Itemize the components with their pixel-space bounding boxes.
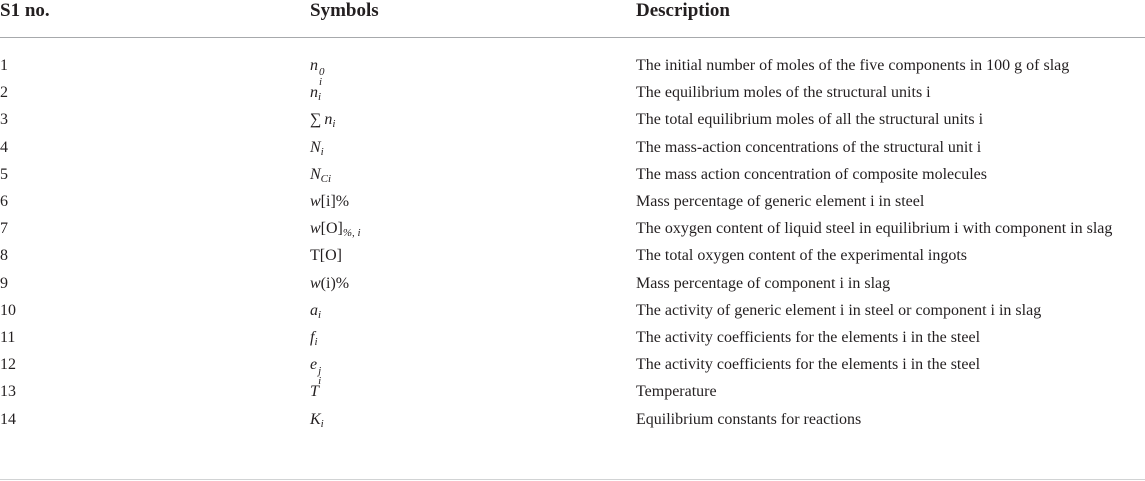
- row-description: The total equilibrium moles of all the structural units i: [636, 111, 984, 129]
- symbol-subscript: i: [318, 308, 322, 321]
- symbol-base: w: [310, 274, 321, 292]
- symbol-base: n: [324, 111, 333, 129]
- symbol-base: e: [310, 356, 318, 374]
- symbol-superscript: j: [318, 365, 322, 378]
- row-number: 14: [0, 410, 16, 428]
- symbol-subscript: i: [320, 417, 324, 430]
- symbol-text: T[O]: [310, 247, 342, 265]
- row-description: Mass percentage of generic element i in steel: [636, 193, 925, 210]
- row-number: 10: [0, 301, 16, 319]
- symbol-subscript: i: [332, 118, 336, 131]
- row-number: 12: [0, 356, 16, 374]
- row-description: Temperature: [636, 383, 717, 401]
- row-number: 13: [0, 383, 16, 401]
- symbol-base: f: [310, 329, 315, 346]
- row-number: 9: [0, 274, 8, 292]
- symbol-base: n: [310, 57, 318, 74]
- row-number: 1: [0, 57, 8, 74]
- symbol-base: w: [310, 220, 321, 238]
- symbol-base: N: [310, 165, 321, 183]
- symbol-base: a: [310, 301, 318, 319]
- header-description: Description: [636, 0, 730, 21]
- bottom-rule: [0, 479, 1145, 480]
- table-row: [0, 270, 1145, 297]
- row-description: The activity of generic element i in steel or component i in slag: [636, 301, 1042, 319]
- row-symbol: [310, 270, 349, 297]
- symbol-rest: [i]%: [320, 193, 350, 210]
- symbol-base: n: [310, 84, 318, 102]
- row-number: 3: [0, 111, 8, 129]
- table-row: [0, 134, 1145, 161]
- row-number: 4: [0, 138, 8, 156]
- row-symbol: [310, 242, 342, 269]
- row-symbol: [310, 188, 349, 215]
- symbol-rest: (i)%: [320, 274, 350, 292]
- table-row: [0, 242, 1145, 269]
- header-divider: [0, 37, 1145, 38]
- row-description: The equilibrium moles of the structural units i: [636, 84, 931, 102]
- symbol-rest: [O]: [320, 220, 343, 238]
- symbol-base: N: [310, 138, 321, 156]
- symbol-subscript: i: [314, 336, 318, 348]
- row-number: 5: [0, 165, 8, 183]
- symbol-subscript: i: [318, 375, 322, 388]
- table-row: [0, 76, 1145, 106]
- symbol-superscript: 0: [319, 66, 325, 78]
- sum-sign: ∑: [310, 111, 322, 129]
- row-description: The mass action concentration of composite molecules: [636, 165, 987, 183]
- symbol-subscript: Ci: [320, 172, 332, 185]
- symbol-subscript: i: [320, 145, 324, 158]
- row-number: 2: [0, 84, 8, 102]
- row-description: The initial number of moles of the five components in 100 g of slag: [636, 57, 1070, 74]
- row-description: The activity coefficients for the elements i in the steel: [636, 329, 981, 346]
- header-symbols: Symbols: [310, 0, 379, 21]
- symbol-base: K: [310, 410, 321, 428]
- row-description: The total oxygen content of the experimental ingots: [636, 247, 968, 265]
- row-description: Equilibrium constants for reactions: [636, 410, 862, 428]
- row-number: 11: [0, 329, 16, 346]
- table-row: [0, 106, 1145, 133]
- row-description: The activity coefficients for the elements i in the steel: [636, 356, 981, 374]
- symbol-base: T: [310, 383, 319, 401]
- header-no: S1 no.: [0, 0, 50, 21]
- table-row: [0, 351, 1145, 388]
- row-description: The mass-action concentrations of the structural unit i: [636, 138, 982, 156]
- table-row: [0, 375, 1145, 405]
- row-number: 6: [0, 193, 8, 210]
- table-row: [0, 161, 1145, 188]
- table-row: [0, 52, 1145, 88]
- row-description: The oxygen content of liquid steel in equilibrium i with component in slag: [636, 220, 1113, 238]
- row-symbol: [310, 375, 322, 405]
- row-symbol: [310, 406, 324, 438]
- symbol-subscript: i: [318, 91, 322, 104]
- table-row: [0, 188, 1145, 215]
- table-row: [0, 406, 1145, 433]
- table-row: [0, 297, 1145, 324]
- symbol-subscript: %, i: [342, 227, 361, 240]
- symbol-base: w: [310, 193, 321, 210]
- table-header: [0, 0, 1145, 38]
- row-number: 8: [0, 247, 8, 265]
- table-row: [0, 324, 1145, 351]
- row-description: Mass percentage of component i in slag: [636, 274, 891, 292]
- symbol-subscript: i: [319, 76, 323, 88]
- table-row: [0, 215, 1145, 242]
- row-number: 7: [0, 220, 8, 238]
